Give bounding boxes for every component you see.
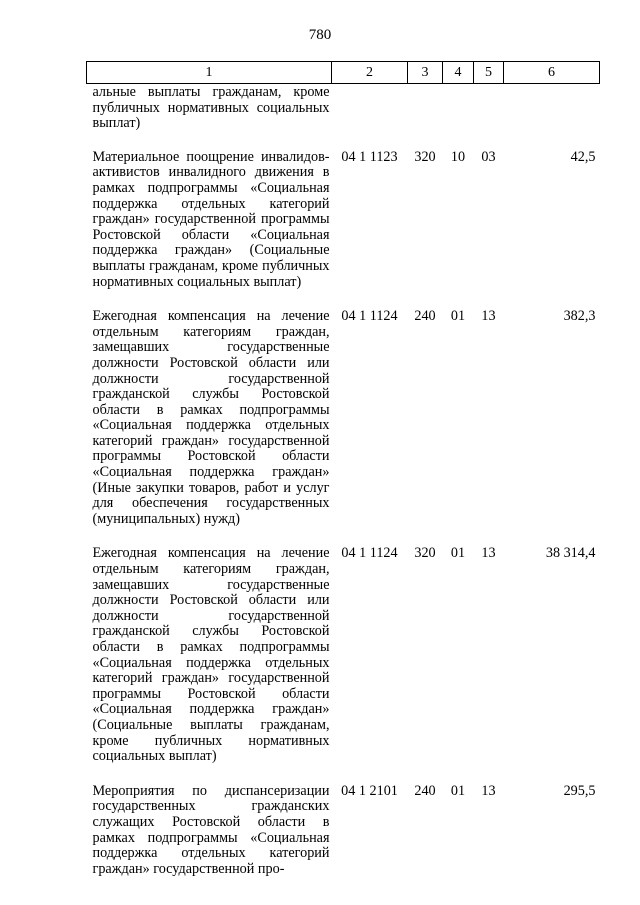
header-row — [87, 62, 600, 84]
row-description: Ежегодная компенсация на лечение отдельным категориям граждан, замещавших государственные должности Ростовской области или должности государственной гражданской службы Ростовской области в рамках подпрограммы «Социальная поддержка отдельных категорий граждан» государственной программы Ростовской области «Социальная поддержка граждан» (Иные закупки товаров, работ и услуг для обеспечения государственных (муниципальных) нужд) — [92, 308, 330, 527]
row-subsection: 03 — [481, 148, 496, 165]
row-description: Мероприятия по диспансеризации государственных гражданских служащих Ростовской области в рамках подпрограммы «Социальная поддержка отдельных категорий граждан» государственной про- — [92, 782, 330, 877]
table-row — [87, 782, 600, 878]
budget-table — [86, 61, 600, 877]
row-type: 320 — [414, 545, 436, 562]
row-code: 04 1 2101 — [341, 782, 398, 799]
column-header-section: 4 — [443, 62, 474, 84]
table-row — [87, 307, 600, 544]
row-code: 04 1 1124 — [341, 308, 398, 325]
row-subsection — [474, 84, 504, 148]
table-row — [87, 84, 600, 148]
row-code: 04 1 1124 — [341, 545, 398, 562]
row-code — [332, 84, 408, 148]
row-section: 10 — [450, 148, 466, 165]
row-subsection: 13 — [481, 782, 496, 799]
row-type — [408, 84, 443, 148]
column-header-amount: 6 — [504, 62, 600, 84]
table-row — [87, 544, 600, 781]
row-description: Ежегодная компенсация на лечение отдельным категориям граждан, замещавших государственные должности Ростовской области или должности государственной гражданской службы Ростовской области в рамках подпрограммы «Социальная поддержка отдельных категорий граждан» государственной программы Ростовской области «Социальная поддержка граждан» (Социальные выплаты гражданам, кроме публичных нормативных социальных выплат) — [92, 545, 330, 765]
row-section: 01 — [450, 308, 466, 325]
table-header — [87, 62, 600, 84]
row-amount — [504, 84, 600, 148]
row-type: 240 — [414, 782, 436, 799]
row-type: 240 — [414, 308, 436, 325]
table-row — [87, 148, 600, 307]
row-section: 01 — [450, 782, 466, 799]
row-amount: 42,5 — [570, 148, 596, 165]
row-description: Материальное поощрение инвалидов-активистов инвалидного движения в рамках подпрограммы «Социальная поддержка отдельных категорий граждан» государственной программы Ростовской области «Социальная поддержка граждан» (Социальные выплаты гражданам, кроме публичных нормативных социальных выплат) — [92, 148, 330, 290]
row-subsection: 13 — [481, 545, 496, 562]
column-header-subsection: 5 — [474, 62, 504, 84]
column-header-description: 1 — [87, 62, 332, 84]
column-header-type: 3 — [408, 62, 443, 84]
row-description: альные выплаты гражданам, кроме публичных нормативных социальных выплат) — [92, 84, 330, 132]
row-section — [443, 84, 474, 148]
row-code: 04 1 1123 — [341, 148, 398, 165]
row-amount: 382,3 — [563, 308, 596, 325]
table-body — [87, 84, 600, 878]
column-header-code: 2 — [332, 62, 408, 84]
row-amount: 38 314,4 — [545, 545, 596, 562]
row-amount: 295,5 — [563, 782, 596, 799]
row-type: 320 — [414, 148, 436, 165]
page-number: 780 — [308, 27, 332, 43]
row-section: 01 — [450, 545, 466, 562]
row-subsection: 13 — [481, 308, 496, 325]
